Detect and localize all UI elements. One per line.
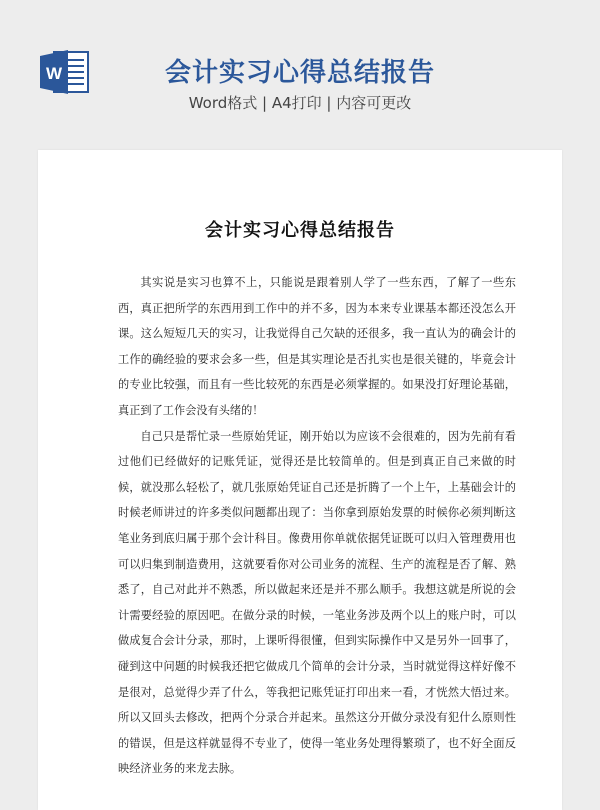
paragraph: 其实说是实习也算不上，只能说是跟着别人学了一些东西，了解了一些东西，真正把所学的东西用到工作中的并不多，因为本来专业课基本都还没怎么开课。这么短短几天的实习，让我觉得自己欠缺的还很多，我一直认为的确会计的工作的确经验的要求会多一些，但是其实理论是否扎实也是很关键的，毕竟会计的专业比较强，而且有一些比较死的东西是必须掌握的。如果没打好理论基础，真正到了工作会没有头绪的！ [118, 276, 516, 417]
document-body [118, 270, 516, 782]
document-title: 会计实习心得总结报告 [205, 220, 395, 241]
word-icon-letter: W [45, 64, 63, 83]
banner-subtitle: Word格式 | A4打印 | 内容可更改 [188, 94, 412, 112]
banner [0, 0, 600, 150]
paragraph: 自己只是帮忙录一些原始凭证，刚开始以为应该不会很难的，因为先前有看过他们已经做好的记账凭证，觉得还是比较简单的。但是到真正自己来做的时候，就没那么轻松了，就几张原始凭证自己还是折腾了一个上午，上基础会计的时候老师讲过的许多类似问题都出现了：当你拿到原始发票的时候你必须判断这笔业务到底归属于那个会计科目。像费用你单就依据凭证既可以归入管理费用也可以归集到制造费用，这就要看你对公司业务的流程、生产的流程是否了解、熟悉了，自己对此并不熟悉，所以做起来还是并不那么顺手。我想这就是所说的会计需要经验的原因吧。在做分录的时候，一笔业务涉及两个以上的账户时，可以做成复合会计分录，那时，上课听得很懂，但到实际操作中又是另外一回事了，碰到这中问题的时候我还把它做成几个简单的会计分录，当时就觉得这样好像不是很对，总觉得少弄了什么，等我把记账凭证打印出来一看，才恍然大悟过来。所以又回头去修改，把两个分录合并起来。虽然这分开做分录没有犯什么原则性的错误，但是这样就显得不专业了，使得一笔业务处理得繁琐了，也不好全面反映经济业务的来龙去脉。 [118, 429, 516, 776]
document-page [38, 150, 562, 810]
banner-title: 会计实习心得总结报告 [164, 58, 435, 88]
